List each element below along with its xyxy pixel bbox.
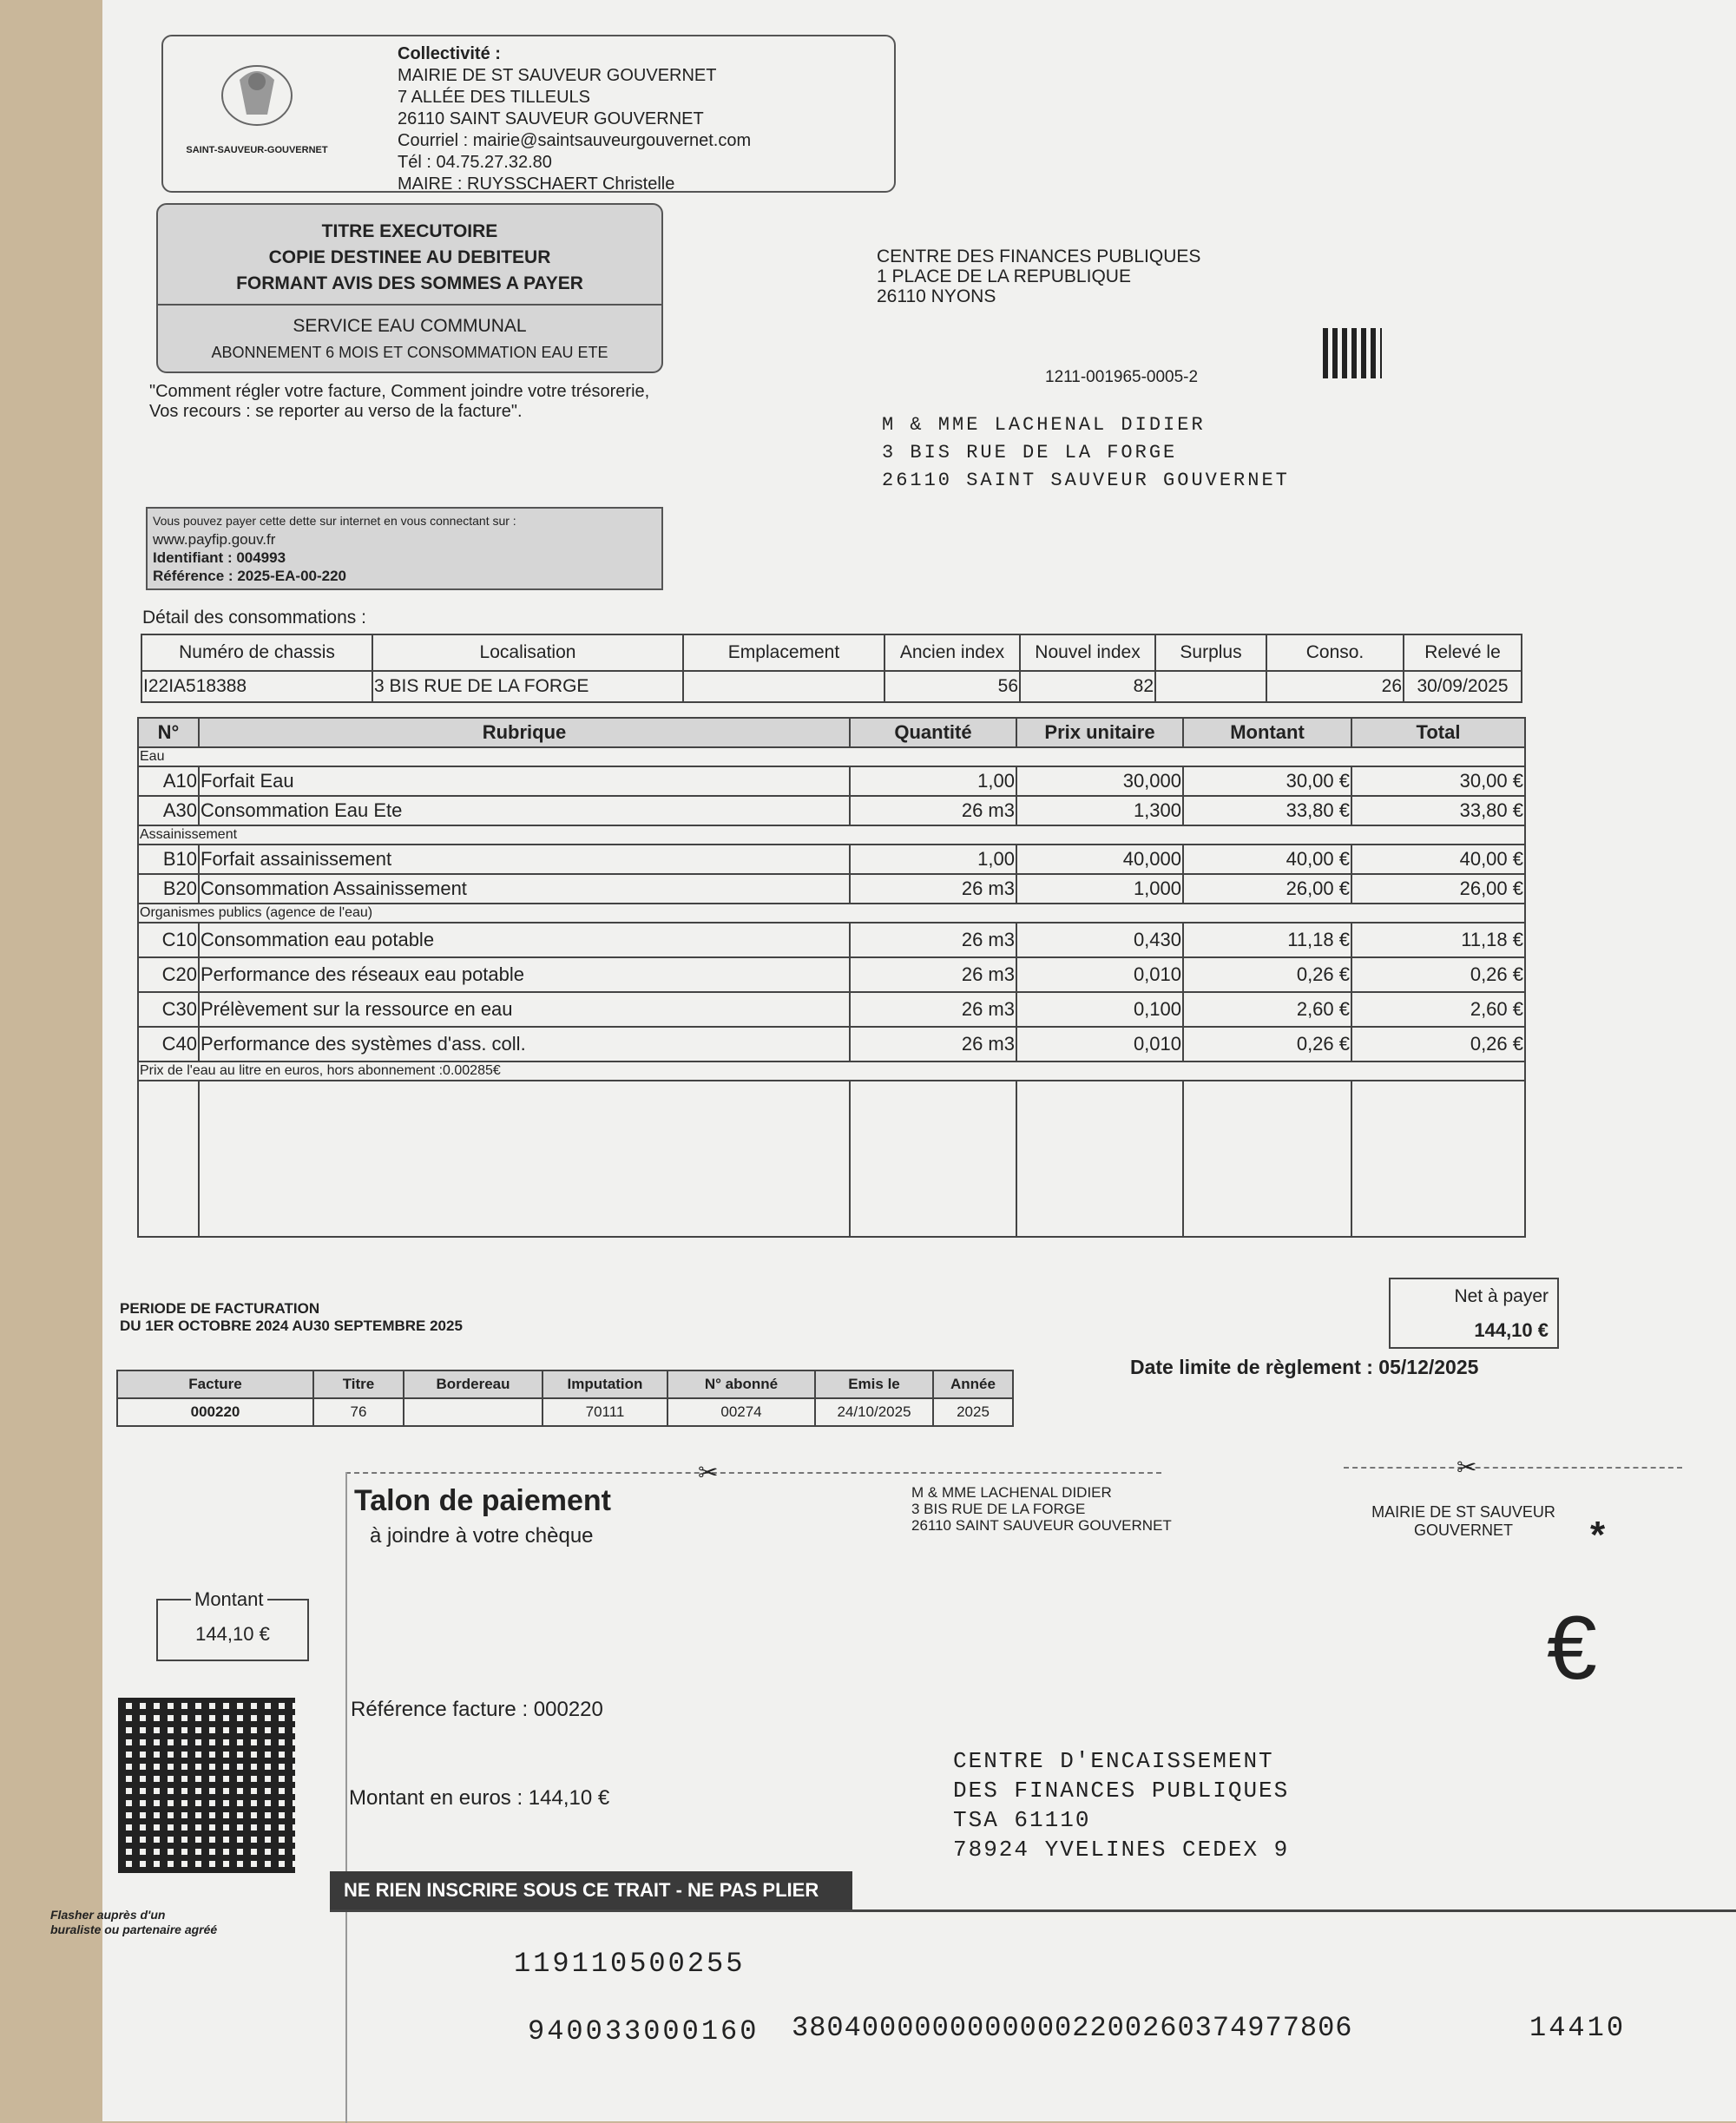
star-icon: * xyxy=(1590,1514,1606,1556)
centre-encaissement-line: CENTRE D'ENCAISSEMENT xyxy=(953,1748,1274,1774)
net-label: Net à payer xyxy=(1454,1286,1549,1306)
cell-bordereau xyxy=(404,1398,542,1426)
col-chassis: Numéro de chassis xyxy=(141,634,372,671)
bandeau: NE RIEN INSCRIRE SOUS CE TRAIT - NE PAS PLIER xyxy=(330,1871,852,1909)
net-box xyxy=(1389,1278,1559,1349)
flasher-line: buraliste ou partenaire agréé xyxy=(50,1923,218,1936)
cell-emis: 24/10/2025 xyxy=(815,1398,933,1426)
commune-logo xyxy=(170,45,344,175)
centre-encaissement-line: 78924 YVELINES CEDEX 9 xyxy=(953,1837,1290,1863)
logo-text: SAINT-SAUVEUR-GOUVERNET xyxy=(186,145,328,155)
centre-finances-line: 26110 NYONS xyxy=(877,286,996,306)
row-code: B10 xyxy=(138,845,199,874)
col-titre: Titre xyxy=(313,1370,404,1398)
collectivite-box xyxy=(161,35,896,193)
section-organismes: Organismes publics (agence de l'eau) xyxy=(138,904,1525,923)
talon-creancier-line: MAIRIE DE ST SAUVEUR xyxy=(1371,1503,1555,1521)
row-total: 33,80 € xyxy=(1351,796,1525,825)
cell-emplacement xyxy=(683,671,884,702)
row-total: 30,00 € xyxy=(1351,766,1525,796)
collectivite-line: 7 ALLÉE DES TILLEULS xyxy=(398,88,590,107)
objet-label: ABONNEMENT 6 MOIS ET CONSOMMATION EAU ETE xyxy=(211,344,608,361)
row-montant: 0,26 € xyxy=(1183,957,1351,992)
row-qte: 26 m3 xyxy=(850,1027,1016,1062)
datamatrix-code xyxy=(118,1698,295,1873)
talon-debiteur-line: 26110 SAINT SAUVEUR GOUVERNET xyxy=(911,1517,1172,1534)
invoice-paper xyxy=(50,0,1736,2121)
col-surplus: Surplus xyxy=(1155,634,1266,671)
col-conso: Conso. xyxy=(1266,634,1404,671)
collectivite-line: MAIRIE DE ST SAUVEUR GOUVERNET xyxy=(398,66,717,85)
section-assainissement: Assainissement xyxy=(138,825,1525,845)
titre-box xyxy=(156,203,663,373)
row-pu: 0,010 xyxy=(1016,1027,1183,1062)
row-total: 40,00 € xyxy=(1351,845,1525,874)
row-label: Consommation eau potable xyxy=(199,923,850,957)
row-label: Forfait Eau xyxy=(199,766,850,796)
montant-box xyxy=(156,1588,309,1661)
cell-abonne: 00274 xyxy=(667,1398,815,1426)
code-line-4: 14410 xyxy=(1529,2012,1627,2044)
detail-table xyxy=(141,634,1522,703)
code-line-3: 38040000000000002200260374977806 xyxy=(792,2012,1353,2044)
row-montant: 11,18 € xyxy=(1183,923,1351,957)
talon-debiteur-line: M & MME LACHENAL DIDIER xyxy=(911,1484,1112,1501)
row-label: Performance des systèmes d'ass. coll. xyxy=(199,1027,850,1062)
row-montant: 40,00 € xyxy=(1183,845,1351,874)
row-montant: 0,26 € xyxy=(1183,1027,1351,1062)
code-line-1: 119110500255 xyxy=(514,1948,746,1980)
flasher-line: Flasher auprès d'un xyxy=(50,1908,166,1922)
row-total: 11,18 € xyxy=(1351,923,1525,957)
cell-nouvel-index: 82 xyxy=(1020,671,1155,702)
col-prix-unitaire: Prix unitaire xyxy=(1016,718,1183,747)
destinataire-line: M & MME LACHENAL DIDIER xyxy=(882,414,1206,436)
row-pu: 0,100 xyxy=(1016,992,1183,1027)
cut-line xyxy=(1344,1467,1682,1469)
collectivite-phone: Tél : 04.75.27.32.80 xyxy=(398,153,552,172)
row-qte: 26 m3 xyxy=(850,874,1016,904)
marianne-icon xyxy=(170,45,344,175)
row-montant: 33,80 € xyxy=(1183,796,1351,825)
row-code: C40 xyxy=(138,1027,199,1062)
cell-surplus xyxy=(1155,671,1266,702)
row-code: A30 xyxy=(138,796,199,825)
montant-value: 144,10 € xyxy=(195,1623,270,1645)
payfip-link[interactable]: www.payfip.gouv.fr xyxy=(153,531,276,548)
row-pu: 40,000 xyxy=(1016,845,1183,874)
row-label: Performance des réseaux eau potable xyxy=(199,957,850,992)
note-reglement: "Comment régler votre facture, Comment joindre votre trésorerie, Vos recours : se reporter au verso de la facture". xyxy=(149,382,650,421)
cell-imputation: 70111 xyxy=(542,1398,667,1426)
row-qte: 1,00 xyxy=(850,766,1016,796)
col-facture: Facture xyxy=(117,1370,313,1398)
row-qte: 26 m3 xyxy=(850,923,1016,957)
collectivite-email: Courriel : mairie@saintsauveurgouvernet.com xyxy=(398,131,752,150)
col-abonne: N° abonné xyxy=(667,1370,815,1398)
row-code: C10 xyxy=(138,923,199,957)
cell-releve: 30/09/2025 xyxy=(1404,671,1522,702)
col-emis: Emis le xyxy=(815,1370,933,1398)
row-pu: 1,300 xyxy=(1016,796,1183,825)
euro-icon: € xyxy=(1547,1598,1597,1699)
collectivite-maire: MAIRE : RUYSSCHAERT Christelle xyxy=(398,174,675,194)
row-pu: 0,430 xyxy=(1016,923,1183,957)
col-imputation: Imputation xyxy=(542,1370,667,1398)
col-rubrique: Rubrique xyxy=(199,718,850,747)
col-ancien-index: Ancien index xyxy=(884,634,1020,671)
titre-line: FORMANT AVIS DES SOMMES A PAYER xyxy=(236,273,583,293)
row-montant: 2,60 € xyxy=(1183,992,1351,1027)
col-bordereau: Bordereau xyxy=(404,1370,542,1398)
bandeau-line xyxy=(330,1909,1736,1912)
talon-subtitle: à joindre à votre chèque xyxy=(370,1524,594,1548)
col-quantite: Quantité xyxy=(850,718,1016,747)
periode-dates: DU 1ER OCTOBRE 2024 AU30 SEPTEMBRE 2025 xyxy=(120,1318,463,1334)
detail-title: Détail des consommations : xyxy=(142,608,366,628)
row-code: B20 xyxy=(138,874,199,904)
row-qte: 26 m3 xyxy=(850,957,1016,992)
payfip-reference: Référence : 2025-EA-00-220 xyxy=(153,568,347,584)
cell-facture: 000220 xyxy=(117,1398,313,1426)
row-montant: 26,00 € xyxy=(1183,874,1351,904)
cell-titre: 76 xyxy=(313,1398,404,1426)
row-qte: 26 m3 xyxy=(850,992,1016,1027)
col-total: Total xyxy=(1351,718,1525,747)
row-code: A10 xyxy=(138,766,199,796)
cell-conso: 26 xyxy=(1266,671,1404,702)
row-code: C20 xyxy=(138,957,199,992)
talon-border xyxy=(345,1472,347,2123)
row-code: C30 xyxy=(138,992,199,1027)
net-value: 144,10 € xyxy=(1474,1319,1549,1341)
row-total: 0,26 € xyxy=(1351,957,1525,992)
row-total: 26,00 € xyxy=(1351,874,1525,904)
centre-encaissement-line: TSA 61110 xyxy=(953,1807,1091,1833)
row-pu: 1,000 xyxy=(1016,874,1183,904)
destinataire-line: 3 BIS RUE DE LA FORGE xyxy=(882,442,1178,463)
titre-line: COPIE DESTINEE AU DEBITEUR xyxy=(268,247,551,267)
talon-creancier-line: GOUVERNET xyxy=(1413,1522,1513,1539)
section-eau: Eau xyxy=(138,747,1525,766)
talon-debiteur-line: 3 BIS RUE DE LA FORGE xyxy=(911,1501,1086,1517)
ref-code: 1211-001965-0005-2 xyxy=(1045,368,1199,386)
rubriques-table xyxy=(137,717,1526,1238)
row-qte: 1,00 xyxy=(850,845,1016,874)
row-pu: 0,010 xyxy=(1016,957,1183,992)
montant-label: Montant xyxy=(191,1588,267,1611)
col-localisation: Localisation xyxy=(372,634,683,671)
cut-line xyxy=(345,1472,1161,1474)
col-montant: Montant xyxy=(1183,718,1351,747)
cell-chassis: I22IA518388 xyxy=(141,671,372,702)
row-label: Prélèvement sur la ressource en eau xyxy=(199,992,850,1027)
montant-euros: Montant en euros : 144,10 € xyxy=(349,1786,610,1810)
col-annee: Année xyxy=(933,1370,1013,1398)
destinataire-line: 26110 SAINT SAUVEUR GOUVERNET xyxy=(882,470,1290,491)
ref-facture: Référence facture : 000220 xyxy=(351,1698,603,1721)
payfip-box xyxy=(146,507,663,590)
cell-localisation: 3 BIS RUE DE LA FORGE xyxy=(372,671,683,702)
col-num: N° xyxy=(138,718,199,747)
service-label: SERVICE EAU COMMUNAL xyxy=(293,316,527,336)
date-limite: Date limite de règlement : 05/12/2025 xyxy=(1130,1356,1479,1378)
row-total: 2,60 € xyxy=(1351,992,1525,1027)
cell-annee: 2025 xyxy=(933,1398,1013,1426)
code-line-2: 940033000160 xyxy=(528,2015,760,2047)
periode-label: PERIODE DE FACTURATION xyxy=(120,1300,320,1317)
payfip-identifiant: Identifiant : 004993 xyxy=(153,549,286,566)
prix-litre: Prix de l'eau au litre en euros, hors abonnement :0.00285€ xyxy=(138,1062,1525,1081)
row-pu: 30,000 xyxy=(1016,766,1183,796)
row-label: Consommation Assainissement xyxy=(199,874,850,904)
talon-title: Talon de paiement xyxy=(354,1484,611,1517)
row-qte: 26 m3 xyxy=(850,796,1016,825)
titre-line: TITRE EXECUTOIRE xyxy=(321,221,498,241)
col-releve: Relevé le xyxy=(1404,634,1522,671)
collectivite-line: 26110 SAINT SAUVEUR GOUVERNET xyxy=(398,109,704,128)
scissors-icon: ✂ xyxy=(698,1459,719,1486)
col-nouvel-index: Nouvel index xyxy=(1020,634,1155,671)
row-label: Consommation Eau Ete xyxy=(199,796,850,825)
centre-finances-line: 1 PLACE DE LA REPUBLIQUE xyxy=(877,266,1131,286)
row-label: Forfait assainissement xyxy=(199,845,850,874)
collectivite-heading: Collectivité : xyxy=(398,44,501,63)
centre-encaissement-line: DES FINANCES PUBLIQUES xyxy=(953,1778,1290,1804)
payfip-intro: Vous pouvez payer cette dette sur internet en vous connectant sur : xyxy=(153,514,516,528)
cell-ancien-index: 56 xyxy=(884,671,1020,702)
facture-table xyxy=(116,1370,1014,1427)
row-total: 0,26 € xyxy=(1351,1027,1525,1062)
centre-finances-line: CENTRE DES FINANCES PUBLIQUES xyxy=(877,246,1201,266)
scissors-icon: ✂ xyxy=(1457,1454,1477,1481)
row-montant: 30,00 € xyxy=(1183,766,1351,796)
datamatrix-small xyxy=(1323,328,1382,378)
col-emplacement: Emplacement xyxy=(683,634,884,671)
